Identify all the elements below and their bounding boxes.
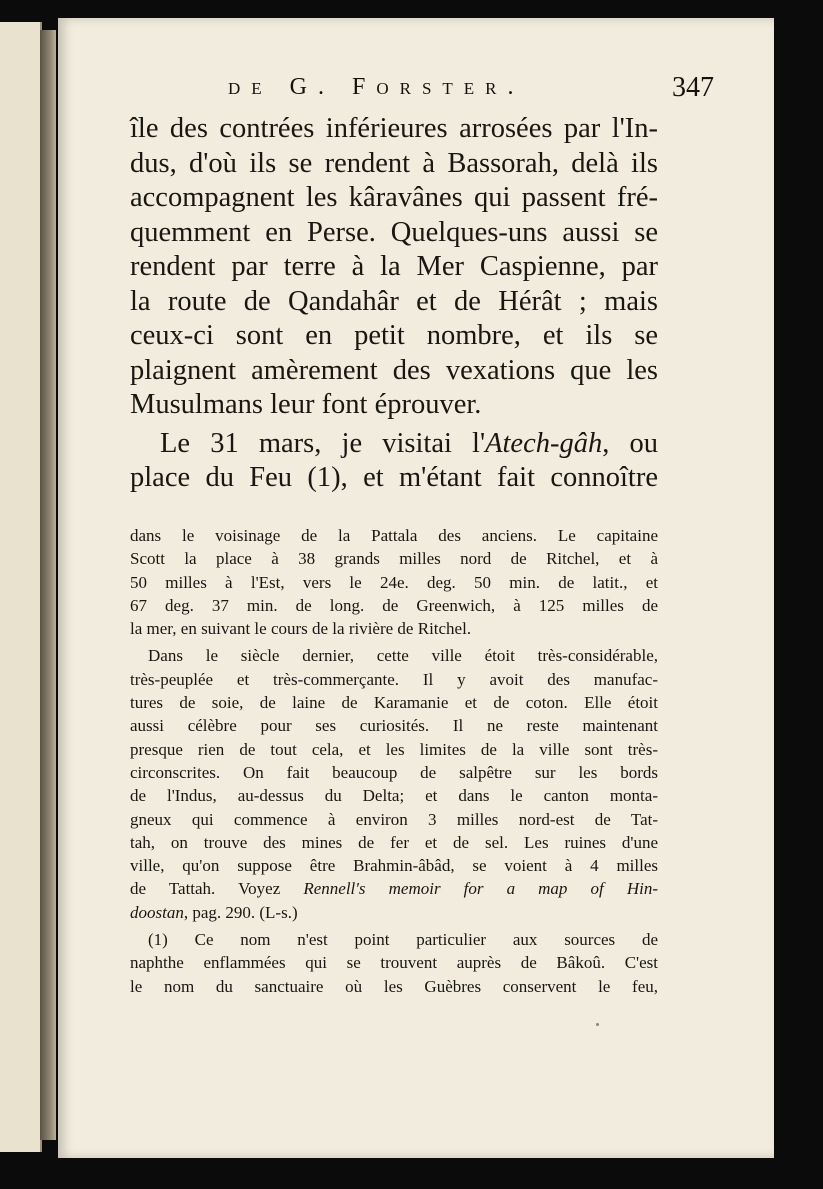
paragraph-2-cont — [130, 461, 658, 496]
note-line: la mer, en suivant le cours de la rivière de Ritchel. — [130, 619, 472, 639]
note-line: 67 deg. 37 min. de long. de Greenwich, à 125 milles de — [130, 595, 658, 615]
main-text — [130, 112, 658, 496]
running-title: de G. Forster. — [228, 74, 525, 100]
note-line: (1) Ce nom n'est point particulier aux sources de — [148, 930, 658, 950]
italic-term: Atech-gâh — [485, 427, 603, 459]
paper-speck — [596, 1023, 599, 1026]
note-line: naphthe enflammées qui se trouvent auprès de Bâkoû. C'est — [130, 953, 658, 973]
note-line: tures de soie, de laine de Karamanie et de coton. Elle étoit — [130, 693, 658, 713]
text-line: ceux-ci sont en petit nombre, et ils se — [130, 320, 658, 351]
text-run: Le 31 mars, je visitai l' — [160, 427, 486, 459]
text-line: île des contrées inférieures arrosées par l'In- — [130, 113, 658, 144]
text-run: de Tattah. Voyez — [130, 879, 304, 899]
note-line — [130, 877, 658, 900]
text-line: place du Feu (1), et m'étant fait connoître — [130, 462, 658, 493]
book-gutter — [40, 30, 56, 1140]
text-line: plaignent amèrement des vexations que les — [130, 354, 658, 386]
italic-reference: Rennell's memoir for a map of Hin- — [303, 879, 658, 899]
text-line: la route de Qandahâr et de Hérât ; mais — [130, 285, 658, 317]
text-line: dus, d'où ils se rendent à Bassorah, delà ils — [130, 147, 658, 179]
note-line: gneux qui commence à environ 3 milles nord-est de Tat- — [130, 809, 658, 829]
text-line: quemment en Perse. Quelques-uns aussi se — [130, 216, 658, 248]
text-line: Musulmans leur font éprouver. — [130, 389, 482, 420]
note-line: circonscrites. On fait beaucoup de salpêtre sur les bords — [130, 762, 658, 782]
note-line: dans le voisinage de la Pattala des anciens. Le capitaine — [130, 526, 658, 545]
text-line: accompagnent les kâravânes qui passent fré- — [130, 182, 658, 213]
text-line: rendent par terre à la Mer Caspienne, par — [130, 251, 658, 282]
facing-page-margin — [0, 22, 42, 1152]
paragraph-2 — [130, 427, 658, 462]
text-run: , pag. 290. (L-s.) — [183, 902, 298, 922]
footnote-1 — [130, 928, 658, 998]
note-line: aussi célèbre pour ses curiosités. Il ne reste maintenant — [130, 716, 658, 736]
footnotes — [130, 524, 658, 998]
footnote-paragraph — [130, 644, 658, 924]
note-line — [130, 901, 658, 924]
note-line: tah, on trouve des mines de fer et de sel. Les ruines d'une — [130, 832, 658, 852]
text-run: , ou — [602, 427, 659, 459]
note-line: très-peuplée et très-commerçante. Il y avoit des manufac- — [130, 669, 658, 689]
note-line: 50 milles à l'Est, vers le 24e. deg. 50 min. de latit., et — [130, 572, 658, 592]
page-number: 347 — [672, 72, 714, 103]
note-line: Dans le siècle dernier, cette ville étoit très-considérable, — [148, 646, 658, 666]
page-header — [228, 74, 714, 114]
footnote-continuation — [130, 524, 658, 640]
note-line: de l'Indus, au-dessus du Delta; et dans le canton monta- — [130, 786, 658, 806]
note-line: le nom du sanctuaire où les Guèbres conservent le feu, — [130, 976, 658, 996]
book-page — [58, 18, 774, 1158]
note-line: ville, qu'on suppose être Brahmin-âbâd, se voient à 4 milles — [130, 856, 658, 876]
note-line: Scott la place à 38 grands milles nord de Ritchel, et à — [130, 549, 658, 569]
text-line — [130, 427, 658, 462]
note-line: presque rien de tout cela, et les limites de la ville sont très- — [130, 739, 658, 759]
italic-reference: doostan — [130, 902, 184, 922]
paragraph-1 — [130, 112, 658, 423]
